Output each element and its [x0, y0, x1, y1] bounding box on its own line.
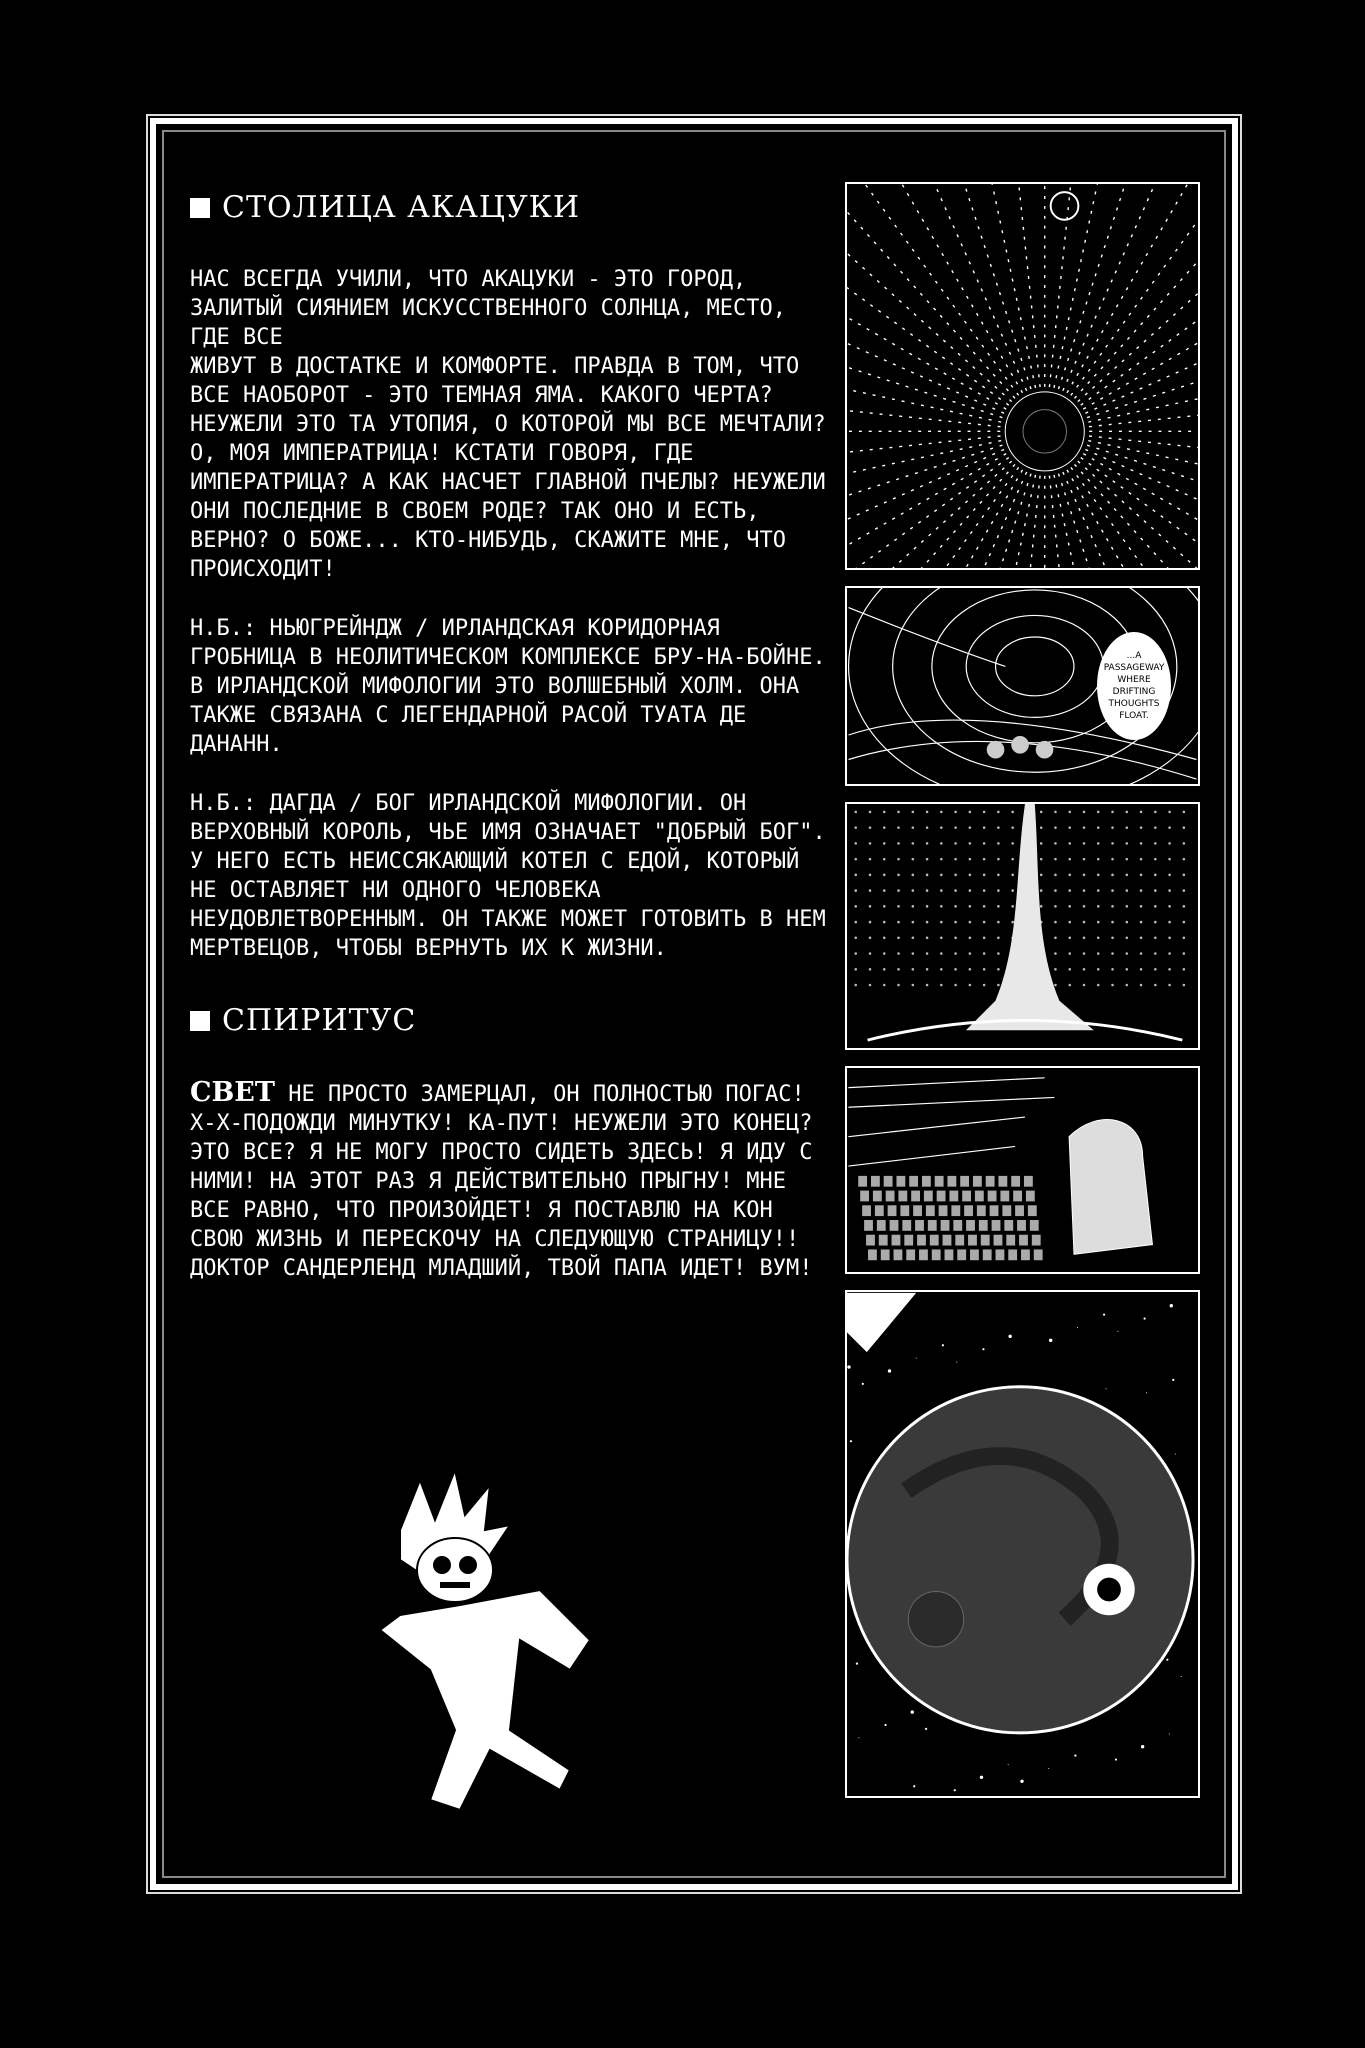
running-scientist-illustration: [360, 1470, 650, 1830]
keyboard-illustration: [847, 1068, 1198, 1272]
section-title-spiritus: СПИРИТУС: [190, 1003, 830, 1038]
panel-fountain: [845, 802, 1200, 1050]
square-bullet-icon: [190, 198, 210, 218]
panel-passageway: [845, 586, 1200, 786]
fountain-illustration: [847, 804, 1198, 1048]
tunnel-illustration: [847, 184, 1198, 568]
paragraph-spiritus: СВЕТ НЕ ПРОСТО ЗАМЕРЦАЛ, ОН ПОЛНОСТЬЮ ПОГАС! Х-Х-ПОДОЖДИ МИНУТКУ! КА-ПУТ! НЕУЖЕЛИ ЭТО КОНЕЦ? ЭТО ВСЕ? Я НЕ МОГУ ПРОСТО СИДЕТЬ ЗДЕСЬ! Я ИДУ С НИМИ! НА ЭТОТ РАЗ Я ДЕЙСТВИТЕЛЬНО ПРЫГНУ! МНЕ ВСЕ РАВНО, ЧТО ПРОИЗОЙДЕТ! Я ПОСТАВЛЮ НА КОН СВОЮ ЖИЗНЬ И ПЕРЕСКОЧУ НА СЛЕДУЮЩУЮ СТРАНИЦУ!! ДОКТОР САНДЕРЛЕНД МЛАДШИЙ, ТВОЙ ПАПА ИДЕТ! ВУМ!: [190, 1077, 813, 1281]
speech-bubble: ...A PASSAGEWAY WHERE DRIFTING THOUGHTS FLOAT.: [1097, 632, 1171, 740]
text-column: [190, 190, 830, 1313]
panel-tunnel-lights: [845, 182, 1200, 570]
mascot-character: [360, 1470, 650, 1830]
panel-strip: [845, 182, 1200, 1814]
paragraph: НАС ВСЕГДА УЧИЛИ, ЧТО АКАЦУКИ - ЭТО ГОРОД, ЗАЛИТЫЙ СИЯНИЕМ ИСКУССТВЕННОГО СОЛНЦА, МЕСТО, ГДЕ ВСЕ ЖИВУТ В ДОСТАТКЕ И КОМФОРТЕ. ПРАВДА В ТОМ, ЧТО ВСЕ НАОБОРОТ - ЭТО ТЕМНАЯ ЯМА. КАКОГО ЧЕРТА? НЕУЖЕЛИ ЭТО ТА УТОПИЯ, О КОТОРОЙ МЫ ВСЕ МЕЧТАЛИ? О, МОЯ ИМПЕРАТРИЦА! КСТАТИ ГОВОРЯ, ГДЕ ИМПЕРАТРИЦА? А КАК НАСЧЕТ ГЛАВНОЙ ПЧЕЛЫ? НЕУЖЕЛИ ОНИ ПОСЛЕДНИЕ В СВОЕМ РОДЕ? ТАК ОНО И ЕСТЬ, ВЕРНО? О БОЖЕ... КТО-НИБУДЬ, СКАЖИТЕ МНЕ, ЧТО ПРОИСХОДИТ!: [190, 267, 826, 582]
lead-word: СВЕТ: [190, 1077, 275, 1108]
square-bullet-icon: [190, 1011, 210, 1031]
panel-keyboard-figure: [845, 1066, 1200, 1274]
section-title-akatsuki: СТОЛИЦА АКАЦУКИ: [190, 190, 830, 225]
note-newgrange: Н.Б.: НЬЮГРЕЙНДЖ / ИРЛАНДСКАЯ КОРИДОРНАЯ ГРОБНИЦА В НЕОЛИТИЧЕСКОМ КОМПЛЕКСЕ БРУ-НА-БОЙНЕ. В ИРЛАНДСКОЙ МИФОЛОГИИ ЭТО ВОЛШЕБНЫЙ ХОЛМ. ОНА ТАКЖЕ СВЯЗАНА С ЛЕГЕНДАРНОЙ РАСОЙ ТУАТА ДЕ ДАНАНН.: [190, 616, 826, 757]
note-dagda: Н.Б.: ДАГДА / БОГ ИРЛАНДСКОЙ МИФОЛОГИИ. ОН ВЕРХОВНЫЙ КОРОЛЬ, ЧЬЕ ИМЯ ОЗНАЧАЕТ "ДОБРЫЙ БОГ". У НЕГО ЕСТЬ НЕИССЯКАЮЩИЙ КОТЕЛ С ЕДОЙ, КОТОРЫЙ НЕ ОСТАВЛЯЕТ НИ ОДНОГО ЧЕЛОВЕКА НЕУДОВЛЕТВОРЕННЫМ. ОН ТАКЖЕ МОЖЕТ ГОТОВИТЬ В НЕМ МЕРТВЕЦОВ, ЧТОБЫ ВЕРНУТЬ ИХ К ЖИЗНИ.: [190, 791, 826, 961]
panel-planet: [845, 1290, 1200, 1798]
planet-illustration: [847, 1292, 1198, 1796]
